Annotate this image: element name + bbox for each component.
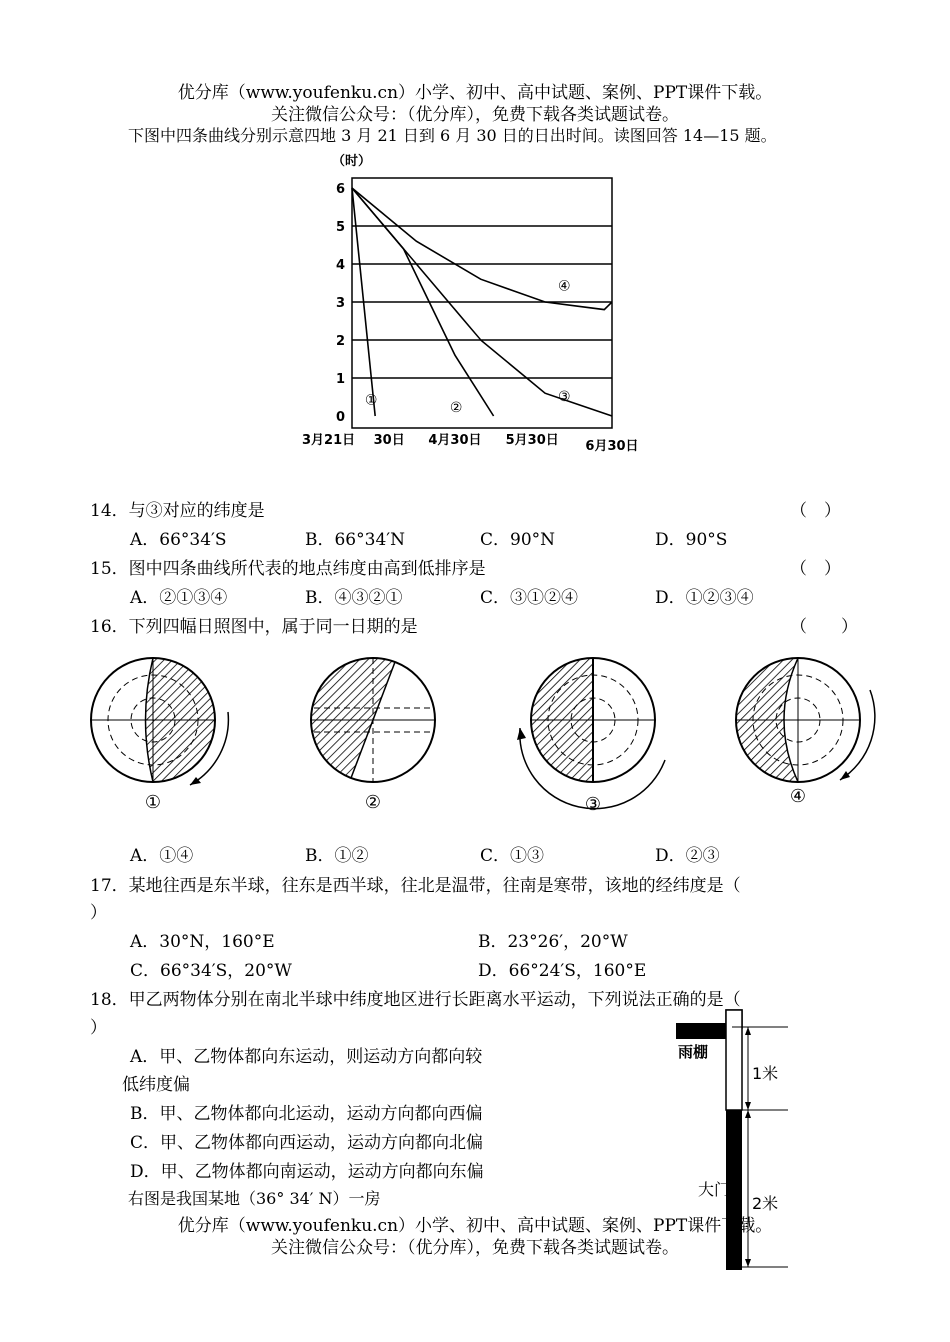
q17-stem: 17．某地往西是东半球，往东是西半球，往北是温带，往南是寒带，该地的经纬度是（ <box>90 876 741 896</box>
footer-line-2: 关注微信公众号：（优分库），免费下载各类试题试卷。 <box>271 1238 679 1258</box>
y-tick-label: 3 <box>336 296 346 311</box>
last-text: 右图是我国某地（36° 34′ N）一房 <box>128 1189 381 1208</box>
y-tick-label: 4 <box>336 258 346 273</box>
sunrise-chart <box>290 148 690 458</box>
awning-label: 雨棚 <box>678 1043 709 1061</box>
q18-stem: 18．甲乙两物体分别在南北半球中纬度地区进行长距离水平运动，下列说法正确的是（ <box>90 990 741 1010</box>
y-tick-label: 5 <box>336 220 346 235</box>
q18-option-b: B．甲、乙物体都向北运动，运动方向都向西偏 <box>130 1104 483 1124</box>
q17-option-d: D．66°24′S，160°E <box>478 961 647 981</box>
globe-illustrations <box>80 650 880 825</box>
header-line-2: 关注微信公众号：（优分库），免费下载各类试题试卷。 <box>271 105 679 125</box>
header-line-1: 优分库（www.youfenku.cn）小学、初中、高中试题、案例、PPT课件下载。 <box>177 83 773 103</box>
y-tick-label: 0 <box>336 410 346 425</box>
q16-option-d: D．②③ <box>655 846 720 866</box>
q18-option-a: A．甲、乙物体都向东运动，则运动方向都向较 <box>130 1047 483 1067</box>
globe-label-4: ④ <box>789 786 807 807</box>
q16-option-a: A．①④ <box>130 846 194 866</box>
q15-option-b: B．④③②① <box>305 588 403 608</box>
q14-option-b: B．66°34′N <box>305 530 405 550</box>
x-tick-label: 30日 <box>373 433 405 448</box>
series-line-4 <box>352 188 612 310</box>
x-tick-label: 6月30日 <box>585 439 639 454</box>
door-label: 大门 <box>698 1180 731 1199</box>
q18-option-d: D．甲、乙物体都向南运动，运动方向都向东偏 <box>130 1162 484 1182</box>
globe-label-3: ③ <box>584 794 602 815</box>
globe-1 <box>91 658 228 813</box>
q14-blank: （ ） <box>790 501 841 521</box>
y-tick-label: 2 <box>336 334 346 349</box>
q16-blank: （ ） <box>790 617 858 637</box>
chart-frame <box>352 178 612 428</box>
q14-stem: 14．与③对应的纬度是 <box>90 501 265 521</box>
q15-option-d: D．①②③④ <box>655 588 754 608</box>
q14-option-c: C．90°N <box>480 530 556 550</box>
q16-stem: 16．下列四幅日照图中，属于同一日期的是 <box>90 617 418 637</box>
series-label-2: ② <box>449 400 463 417</box>
q15-stem: 15．图中四条曲线所代表的地点纬度由高到低排序是 <box>90 559 486 579</box>
chart-ylabel: （时） <box>332 154 372 169</box>
q17-option-a: A．30°N，160°E <box>130 932 275 952</box>
bottom-dimension: 2米 <box>752 1194 779 1213</box>
q18-stem-close: ） <box>90 1018 107 1038</box>
x-tick-label: 3月21日 <box>302 433 356 448</box>
q15-option-a: A．②①③④ <box>130 588 228 608</box>
series-label-1: ① <box>364 392 378 409</box>
q15-blank: （ ） <box>790 559 841 579</box>
globe-2 <box>311 658 435 813</box>
top-dimension: 1米 <box>752 1064 779 1083</box>
globe-3 <box>517 658 665 815</box>
q17-stem-close: ） <box>90 903 107 923</box>
y-tick-label: 1 <box>336 372 346 387</box>
globe-label-2: ② <box>364 792 382 813</box>
globe-4 <box>736 658 875 807</box>
series-label-4: ④ <box>557 278 571 295</box>
awning <box>676 1023 726 1039</box>
wall-upper <box>726 1010 742 1110</box>
footer-line-1: 优分库（www.youfenku.cn）小学、初中、高中试题、案例、PPT课件下载。 <box>177 1216 773 1236</box>
x-tick-label: 4月30日 <box>428 433 482 448</box>
q17-option-c: C．66°34′S，20°W <box>130 961 292 981</box>
chart-border <box>352 178 612 428</box>
q17-option-b: B．23°26′，20°W <box>478 932 628 952</box>
globe-label-1: ① <box>144 792 162 813</box>
q18-option-a-cont: 低纬度偏 <box>122 1075 190 1095</box>
series-label-3: ③ <box>557 388 571 405</box>
q15-option-c: C．③①②④ <box>480 588 579 608</box>
intro-text: 下图中四条曲线分别示意四地 3 月 21 日到 6 月 30 日的日出时间。读图回答 14—15 题。 <box>128 126 777 145</box>
q16-option-c: C．①③ <box>480 846 545 866</box>
q14-option-d: D．90°S <box>655 530 728 550</box>
y-tick-label: 6 <box>336 182 346 197</box>
q16-option-b: B．①② <box>305 846 369 866</box>
x-tick-label: 5月30日 <box>505 433 559 448</box>
q14-option-a: A．66°34′S <box>130 530 227 550</box>
q18-option-c: C．甲、乙物体都向西运动，运动方向都向北偏 <box>130 1133 484 1153</box>
